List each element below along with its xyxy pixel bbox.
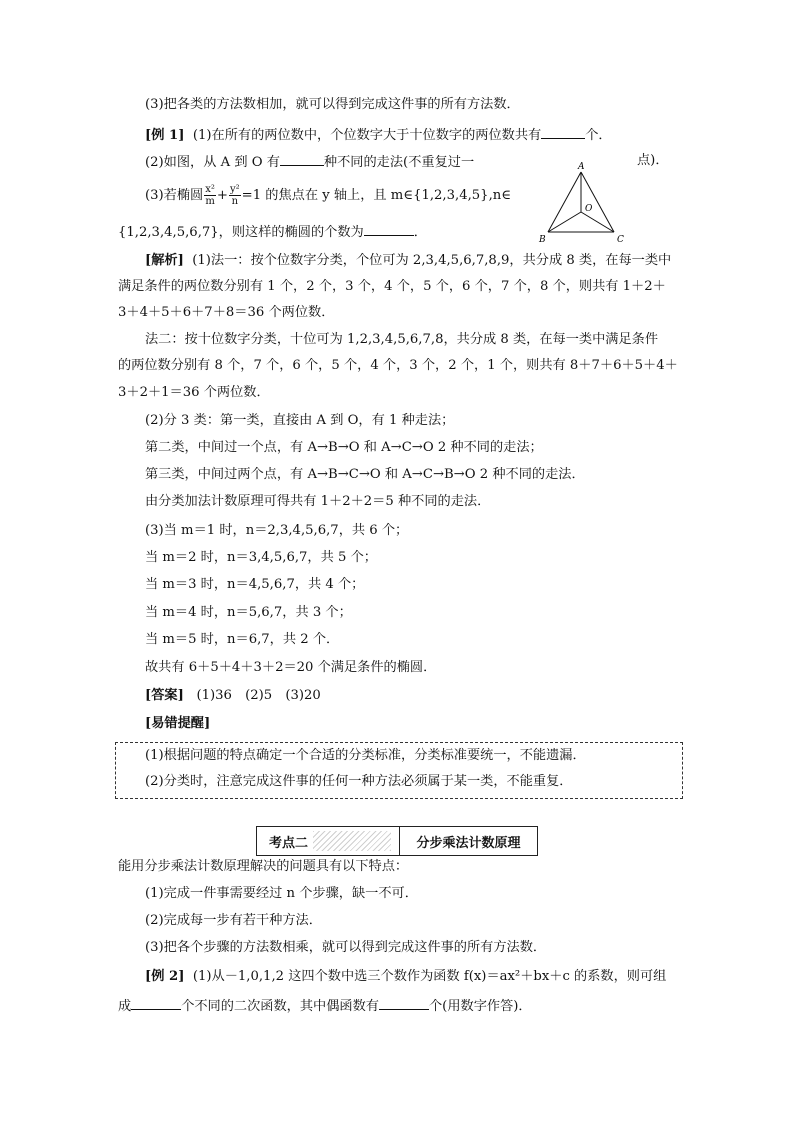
tip-2: (2)分类时，注意完成这件事的任何一种方法必须属于某一类，不能重复． bbox=[145, 774, 573, 789]
section-hatch bbox=[313, 831, 391, 851]
solution-line-12: 当 m＝2 时，n＝3,4,5,6,7，共 5 个； bbox=[145, 550, 377, 565]
principle-2: (2)完成每一步有若干种方法． bbox=[145, 913, 322, 928]
example-2-line-1: [例 2] (1)从－1,0,1,2 这四个数中选三个数作为函数 f(x)＝ax²＋bx＋c 的系数，则可组 bbox=[145, 969, 667, 984]
vertex-label-o: O bbox=[585, 204, 593, 214]
principle-intro: 能用分步乘法计数原理解决的问题具有以下特点： bbox=[118, 859, 409, 874]
example-1-tag: [例 1] bbox=[145, 128, 185, 143]
tips-heading: [易错提醒] bbox=[145, 716, 211, 731]
solution-line-1: [解析] (1)法一：按个位数字分类，个位可为 2,3,4,5,6,7,8,9，共分成 8 类，在每一类中 bbox=[145, 253, 672, 268]
principle-1: (1)完成一件事需要经过 n 个步骤，缺一不可． bbox=[145, 886, 418, 901]
solution-line-8: 第二类，中间过一个点，有 A→B→O 和 A→C→O 2 种不同的走法； bbox=[145, 440, 543, 455]
solution-tag: [解析] bbox=[145, 253, 184, 268]
principle-3: (3)把各个步骤的方法数相乘，就可以得到完成这件事的所有方法数． bbox=[145, 940, 547, 955]
tip-1: (1)根据问题的特点确定一个合适的分类标准，分类标准要统一，不能遗漏． bbox=[145, 748, 586, 763]
solution-line-7: (2)分 3 类：第一类，直接由 A 到 O，有 1 种走法； bbox=[145, 413, 455, 428]
solution-line-14: 当 m＝4 时，n＝5,6,7，共 3 个； bbox=[145, 605, 352, 620]
example-1-q1: [例 1] (1)在所有的两位数中，个位数字大于十位数字的两位数共有 个． bbox=[145, 125, 612, 145]
answer-blank bbox=[364, 222, 414, 236]
triangle-figure bbox=[536, 160, 636, 246]
example-2-tag: [例 2] bbox=[145, 969, 185, 984]
solution-line-3: 3＋4＋5＋6＋7＋8＝36 个两位数． bbox=[118, 305, 335, 320]
solution-line-2: 满足条件的两位数分别有 1 个，2 个，3 个，4 个，5 个，6 个，7 个，8 个，则共有 1＋2＋ bbox=[118, 279, 666, 294]
solution-line-15: 当 m＝5 时，n＝6,7，共 2 个． bbox=[145, 632, 340, 647]
solution-line-16: 故共有 6＋5＋4＋3＋2＝20 个满足条件的椭圆． bbox=[145, 660, 437, 675]
answer-line: [答案] (1)36 (2)5 (3)20 bbox=[145, 688, 321, 703]
paragraph-add-methods: (3)把各类的方法数相加，就可以得到完成这件事的所有方法数． bbox=[145, 97, 520, 112]
solution-line-10: 由分类加法计数原理可得共有 1＋2＋2＝5 种不同的走法． bbox=[145, 494, 491, 509]
vertex-label-c: C bbox=[617, 235, 624, 245]
fraction-x: $\frac{\text{x²}}{m}$ bbox=[205, 184, 215, 207]
solution-line-5: 的两位数分别有 8 个，7 个，6 个，5 个，4 个，3 个，2 个，1 个，则共有 8＋7＋6＋5＋4＋ bbox=[118, 358, 678, 373]
solution-line-11: (3)当 m＝1 时，n＝2,3,4,5,6,7，共 6 个； bbox=[145, 523, 409, 538]
answer-tag: [答案] bbox=[145, 688, 184, 703]
solution-line-4: 法二：按十位数字分类，十位可为 1,2,3,4,5,6,7,8，共分成 8 类，在每一类中满足条件 bbox=[145, 332, 659, 347]
section-label: 考点二 bbox=[269, 835, 309, 851]
example-1-q3: (3)若椭圆 $\frac{\text{x²}}{m}$ + $\frac{\text{y²}}{n}$ =1 的焦点在 y 轴上，且 m∈{1,2,3,4,5},n∈ bbox=[145, 184, 512, 207]
answer-blank bbox=[280, 152, 324, 166]
vertex-label-b: B bbox=[539, 235, 546, 245]
example-1-q2-end: 点)． bbox=[637, 153, 669, 168]
answer-blank bbox=[131, 996, 181, 1010]
example-2-line-2: 成 个不同的二次函数，其中偶函数有 个(用数字作答)． bbox=[118, 996, 532, 1016]
fraction-y: $\frac{\text{y²}}{n}$ bbox=[229, 184, 240, 207]
example-1-q3-cont: {1,2,3,4,5,6,7}，则这样的椭圆的个数为 ． bbox=[118, 222, 427, 242]
vertex-label-a: A bbox=[578, 162, 585, 172]
answer-blank bbox=[379, 996, 429, 1010]
answer-blank bbox=[541, 125, 585, 139]
solution-line-6: 3＋2＋1＝36 个两位数． bbox=[118, 385, 270, 400]
section-title: 分步乘法计数原理 bbox=[416, 835, 521, 851]
solution-line-13: 当 m＝3 时，n＝4,5,6,7，共 4 个； bbox=[145, 577, 365, 592]
example-1-q2: (2)如图，从 A 到 O 有 种不同的走法(不重复过一 bbox=[145, 152, 474, 172]
solution-line-9: 第三类，中间过两个点，有 A→B→C→O 和 A→C→B→O 2 种不同的走法． bbox=[145, 467, 585, 482]
section-header bbox=[256, 826, 538, 856]
